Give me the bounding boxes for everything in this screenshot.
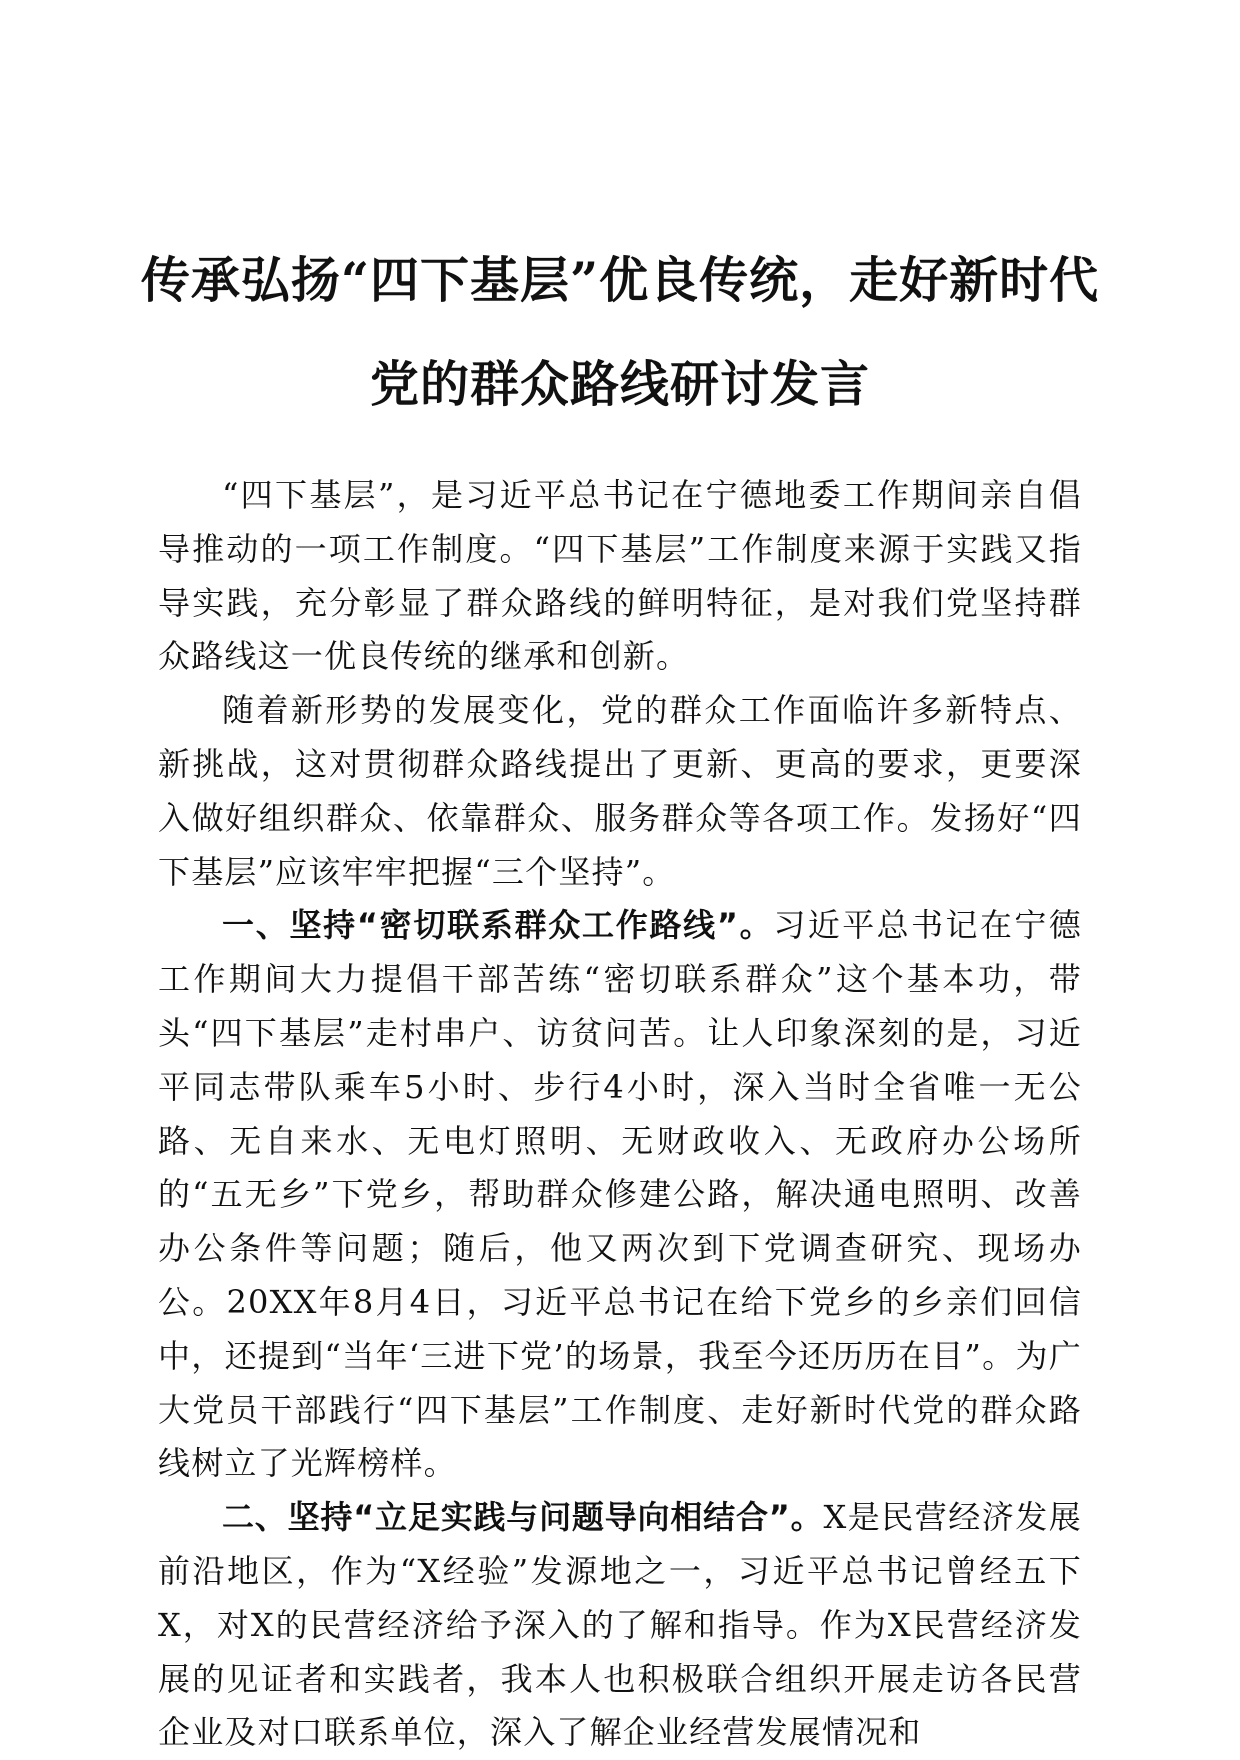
point-two-heading: 二、坚持“立足实践与问题导向相结合”。 [222,1498,824,1537]
point-two-text: X是民营经济发展前沿地区，作为“X经验”发源地之一，习近平总书记曾经五下X，对X的民营经济给予深入的了解和指导。作为X民营经济发展的见证者和实践者，我本人也积极联合组织开展走访各民营企业及对口联系单位，深入了解企业经营发展情况和 [158,1498,1082,1752]
title-line-1: 传承弘扬“四下基层”优良传统，走好新时代 [140,251,1100,309]
document-body [158,469,1082,1760]
paragraph-point-one [158,899,1082,1491]
title-line-2: 党的群众路线研讨发言 [369,355,870,413]
point-one-heading: 一、坚持“密切联系群众工作路线”。 [222,906,774,945]
paragraph-context: 随着新形势的发展变化，党的群众工作面临许多新特点、新挑战，这对贯彻群众路线提出了更新、更高的要求，更要深入做好组织群众、依靠群众、服务群众等各项工作。发扬好“四下基层”应该牢牢把握“三个坚持”。 [158,691,1082,891]
document-title [140,228,1100,436]
point-one-text: 习近平总书记在宁德工作期间大力提倡干部苦练“密切联系群众”这个基本功，带头“四下基层”走村串户、访贫问苦。让人印象深刻的是，习近平同志带队乘车5小时、步行4小时，深入当时全省唯一无公路、无自来水、无电灯照明、无财政收入、无政府办公场所的“五无乡”下党乡，帮助群众修建公路，解决通电照明、改善办公条件等问题；随后，他又两次到下党调查研究、现场办公。20XX年8月4日，习近平总书记在给下党乡的乡亲们回信中，还提到“当年‘三进下党’的场景，我至今还历历在目”。为广大党员干部践行“四下基层”工作制度、走好新时代党的群众路线树立了光辉榜样。 [158,906,1082,1483]
paragraph-intro: “四下基层”，是习近平总书记在宁德地委工作期间亲自倡导推动的一项工作制度。“四下基层”工作制度来源于实践又指导实践，充分彰显了群众路线的鲜明特征，是对我们党坚持群众路线这一优良传统的继承和创新。 [158,476,1082,676]
paragraph-point-two [158,1491,1082,1760]
